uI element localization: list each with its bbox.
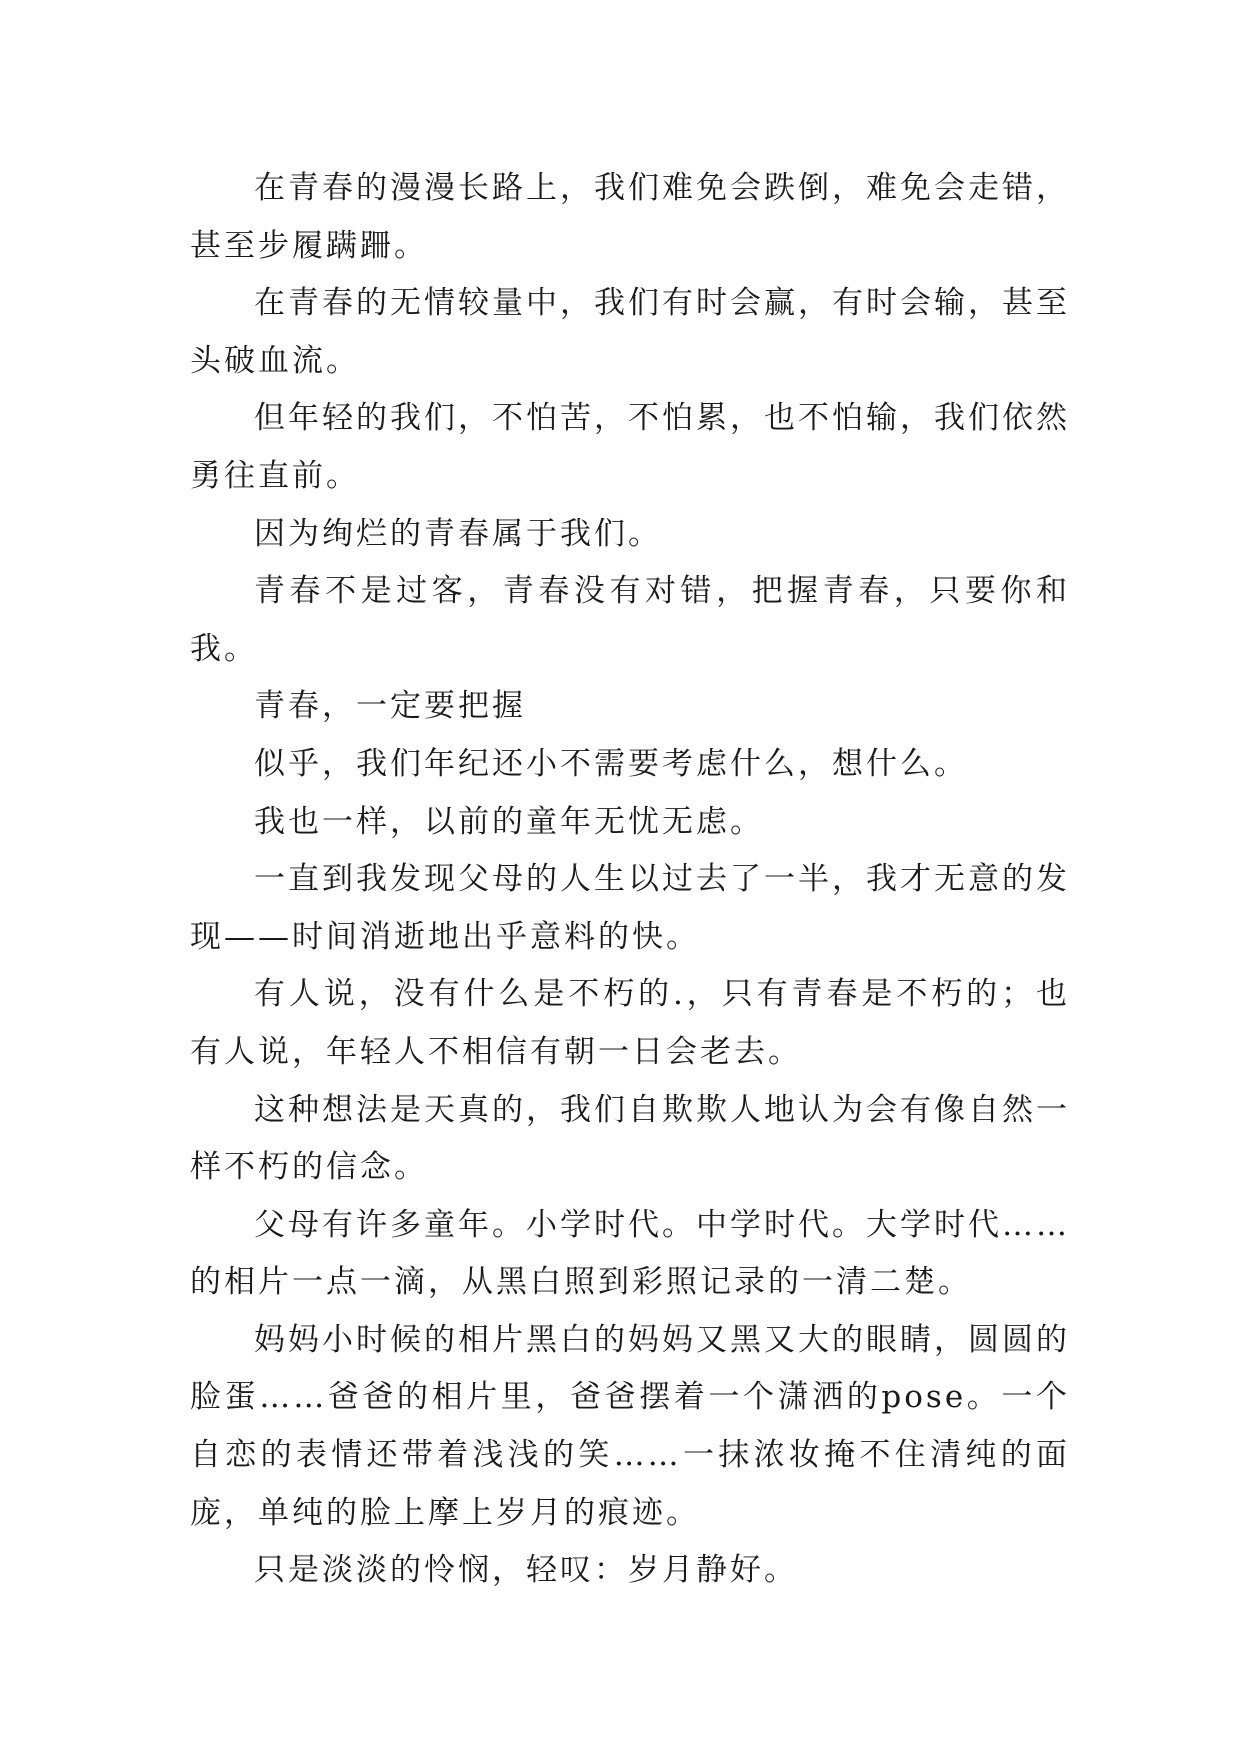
document-body — [190, 160, 1070, 1600]
paragraph: 但年轻的我们，不怕苦，不怕累，也不怕输，我们依然勇往直前。 — [190, 400, 1070, 494]
paragraph: 我也一样，以前的童年无忧无虑。 — [254, 803, 764, 840]
paragraph: 青春不是过客，青春没有对错，把握青春，只要你和我。 — [190, 573, 1070, 667]
paragraph: 父母有许多童年。小学时代。中学时代。大学时代……的相片一点一滴，从黑白照到彩照记录的一清二楚。 — [190, 1206, 1070, 1301]
paragraph: 青春，一定要把握 — [254, 688, 526, 725]
paragraph: 有人说，没有什么是不朽的.，只有青春是不朽的；也有人说，年轻人不相信有朝一日会老去。 — [190, 976, 1070, 1070]
paragraph: 这种想法是天真的，我们自欺欺人地认为会有像自然一样不朽的信念。 — [190, 1091, 1070, 1186]
paragraph: 一直到我发现父母的人生以过去了一半，我才无意的发现——时间消逝地出乎意料的快。 — [190, 861, 1070, 955]
paragraph: 因为绚烂的青春属于我们。 — [254, 515, 662, 552]
paragraph: 在青春的漫漫长路上，我们难免会跌倒，难免会走错，甚至步履蹒跚。 — [190, 170, 1070, 264]
paragraph: 在青春的无情较量中，我们有时会赢，有时会输，甚至头破血流。 — [190, 285, 1070, 379]
paragraph: 只是淡淡的怜悯，轻叹：岁月静好。 — [254, 1552, 798, 1589]
paragraph: 妈妈小时候的相片黑白的妈妈又黑又大的眼睛，圆圆的脸蛋……爸爸的相片里，爸爸摆着一个潇洒的pose。一个自恋的表情还带着浅浅的笑……一抹浓妆掩不住清纯的面庞，单纯的脸上摩上岁月的痕迹。 — [190, 1321, 1070, 1531]
paragraph: 似乎，我们年纪还小不需要考虑什么，想什么。 — [254, 745, 968, 782]
